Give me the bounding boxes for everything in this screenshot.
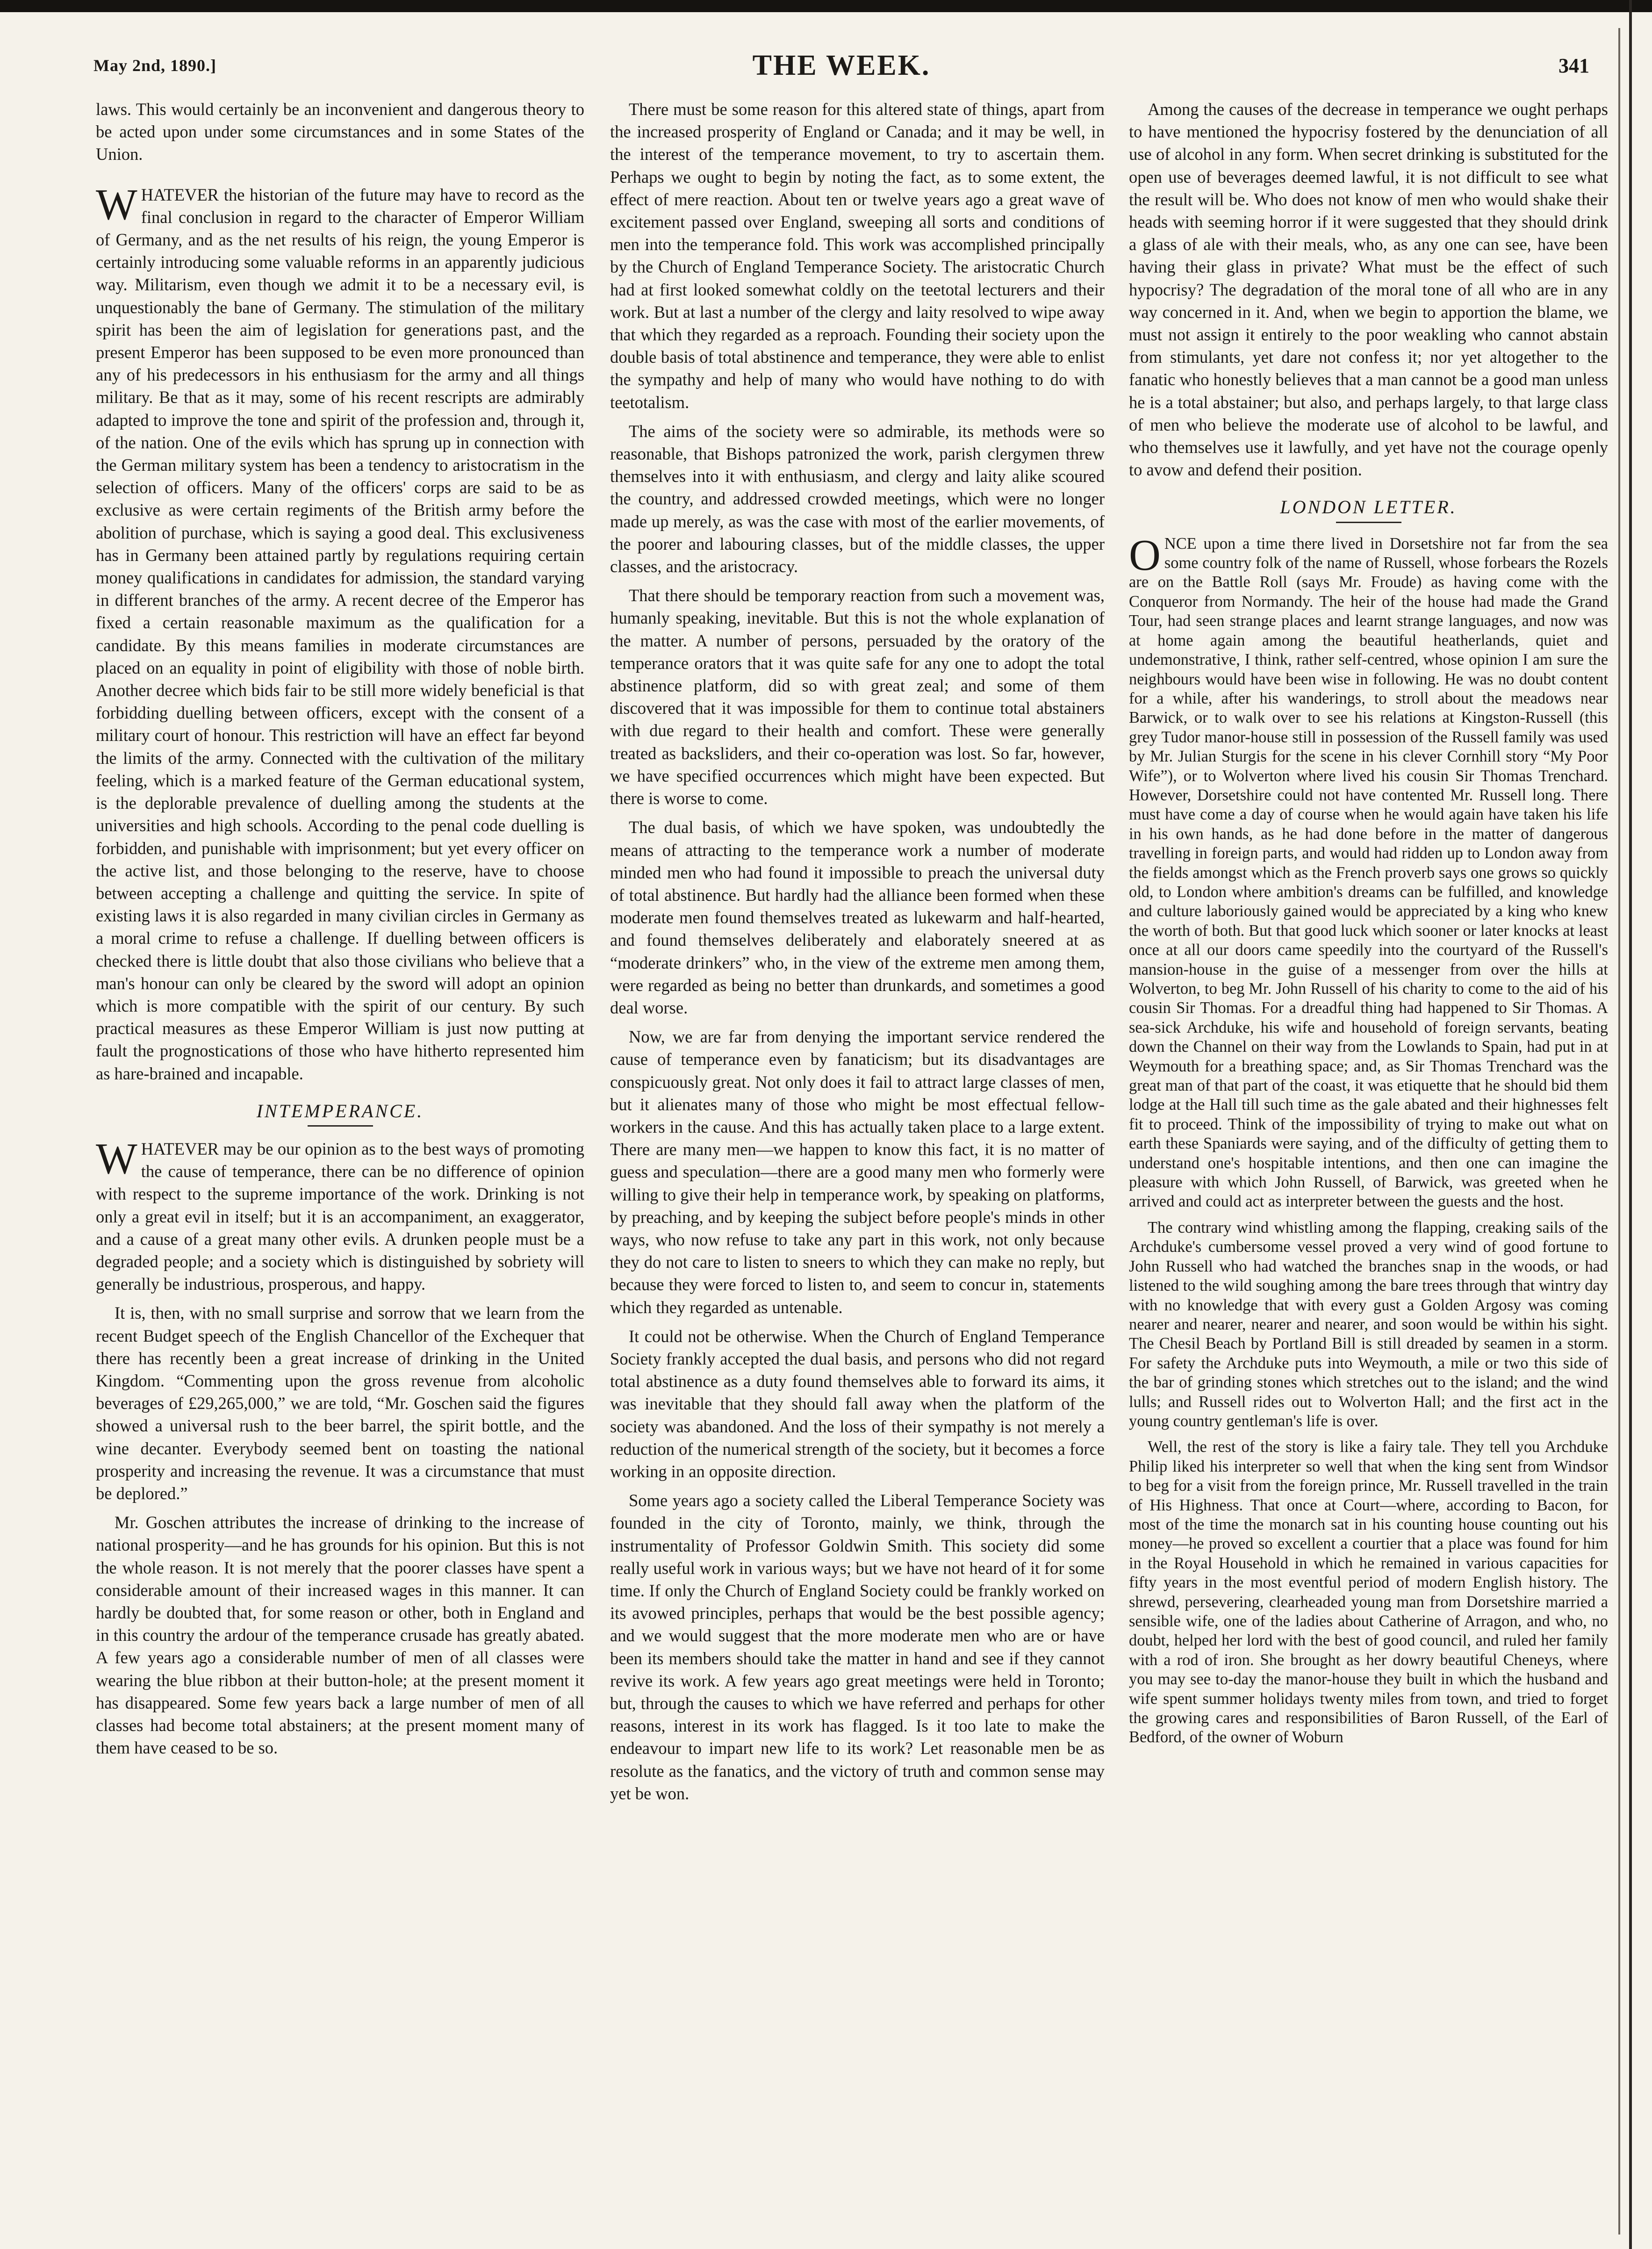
paragraph-text: HATEVER the historian of the future may have to record as the final conclusion in regard to the character of Emperor William of Germany, and as the net results of his reign, the young Emperor is certainly introducing some valuable reforms in an apparently judicious way. Militarism, even though we admit it to be a necessary evil, is unquestionably the bane of Germany. The stimulation of the military spirit has been the aim of legislation for generations past, and the present Emperor has been supposed to be even more pronounced than any of his predecessors in his enthusiasm for the army and all things military. Be that as it may, some of his recent rescripts are admirably adapted to improve the tone and spirit of the profession and, through it, of the nation. One of the evils which has sprung up in connection with the German military system has been a tendency to aristocratism in the selection of officers. Many of the officers' corps are said to be as exclusive as were certain regiments of the British army before the abolition of purchase, which is saying a good deal. This exclusiveness has in Germany been attained partly by regulations requiring certain money qualifications in candidates for admission, the standard varying in different branches of the army. A recent decree of the Emperor has fixed a certain reasonable maximum as the qualification for a candidate. By this means families in moderate circumstances are placed on an equality in point of eligibility with those of noble birth. Another decree which bids fair to be still more widely beneficial is that forbidding duelling between officers, except with the consent of a military court of honour. This restriction will have an effect far beyond the limits of the army. Connected with the cultivation of the military feeling, which is a marked feature of the German educational system, is the deplorable prevalence of duelling among the students at the universities and high schools. According to the penal code duelling is forbidden, and punishable with imprisonment; but yet every officer on the active list, and those belonging to the reserve, have to choose between accepting a challenge and quitting the service. In spite of existing laws it is also regarded in many civilian circles in Germany as a moral crime to refuse a challenge. If duelling between officers is checked there is little doubt that also those civilians who believe that a man's honour can only be cleared by the sword will adopt an opinion which is more compatible with the spirit of our century. By such practical measures as these Emperor William is just now putting at fault the prognostications of those who have hitherto represented him as hare-brained and incapable.	[96, 185, 584, 1083]
paragraph: There must be some reason for this altered state of things, apart from the increased prosperity of England or Canada; and it may be well, in the interest of the temperance movement, to try to ascertain them. Perhaps we ought to begin by noting the fact, as to some extent, the effect of mere reaction. About ten or twelve years ago a great wave of excitement passed over England, sweeping all sorts and conditions of men into the temperance fold. This work was accomplished principally by the Church of England Temperance Society. The aristocratic Church had at first looked somewhat coldly on the teetotal lecturers and their work. But at last a number of the clergy and laity resolved to wipe away that which they regarded as a reproach. Founding their society upon the double basis of total abstinence and temperance, they were able to enlist the sympathy and help of many who would have nothing to do with teetotalism.	[610, 100, 1105, 412]
section-heading-london-letter: LONDON LETTER.	[1280, 496, 1457, 518]
drop-cap: W	[96, 180, 137, 229]
page-header	[93, 49, 1589, 82]
drop-cap: O	[1129, 531, 1161, 580]
top-edge-bar	[0, 0, 1652, 12]
issue-date: May 2nd, 1890.]	[93, 56, 217, 75]
column-middle	[610, 98, 1105, 1811]
page-edge-rule	[1629, 0, 1632, 2249]
paragraph: Now, we are far from denying the important service rendered the cause of temperance even by fanaticism; but its disadvantages are conspicuously great. Not only does it fail to attract large classes of men, but it alienates many of those who might be most effectual fellow-workers in the cause. And this has actually taken place to a large extent. There are many men—we happen to know this fact, it is no matter of guess and speculation—there are a good many men who formerly were willing to give their help in temperance work, by speaking on platforms, by preaching, and by keeping the subject before people's minds in other ways, who now refuse to take any part in this work, not only because they do not care to listen to sneers to which they can make no reply, but because they were forced to listen to, and seem to concur in, statements which they regarded as untenable.	[610, 1027, 1105, 1317]
column-left	[96, 98, 584, 1766]
paragraph	[96, 1134, 584, 1295]
section-heading-intemperance: INTEMPERANCE.	[256, 1100, 424, 1121]
paragraph-text: HATEVER may be our opinion as to the best ways of promoting the cause of temperance, there can be no difference of opinion with respect to the supreme importance of the work. Drinking is not only a great evil in itself; but it is an accompaniment, an exaggerator, and a cause of a great many other evils. A drunken people must be a degraded people; and a society which is distinguished by sobriety will generally be industrious, prosperous, and happy.	[96, 1139, 584, 1294]
periodical-title: THE WEEK.	[752, 50, 931, 81]
paragraph: Some years ago a society called the Liberal Temperance Society was founded in the city of Toronto, mainly, we think, through the instrumentality of Professor Goldwin Smith. This society did some really useful work in various ways; but we have not heard of it for some time. If only the Church of England Society could be frankly worked on its avowed principles, perhaps that would be the best possible agency; and we would suggest that the more moderate men who are or have been its members should take the matter in hand and see if they cannot revive its work. A few years ago great meetings were held in Toronto; but, through the causes to which we have referred and perhaps for other reasons, interest in its work has flagged. Is it too late to make the endeavour to impart new life to its work? Let reasonable men be as resolute as the fanatics, and the victory of truth and common sense may yet be won.	[610, 1491, 1105, 1803]
paragraph: laws. This would certainly be an inconvenient and dangerous theory to be acted upon under some circumstances and in some States of the Union.	[96, 100, 584, 164]
binding-shadow	[1618, 28, 1620, 2235]
paragraph: Mr. Goschen attributes the increase of drinking to the increase of national prosperity—and he has grounds for his opinion. But this is not the whole reason. It is not merely that the poorer classes have spent a considerable amount of their increased wages in this manner. It can hardly be doubted that, for some reason or other, both in England and in this country the ardour of the temperance crusade has greatly abated. A few years ago a considerable number of men of all classes were wearing the blue ribbon at their button-hole; at the present moment it has disappeared. Some few years back a large number of men of all classes had become total abstainers; at the present moment many of them have ceased to be so.	[96, 1513, 584, 1758]
london-letter-body	[1129, 531, 1608, 1747]
page-number: 341	[1559, 54, 1589, 77]
paragraph: It could not be otherwise. When the Church of England Temperance Society frankly accepted the dual basis, and persons who did not regard total abstinence as a duty found themselves able to forward its aims, it was inevitable that they should fall away when the platform of the society was abandoned. And the loss of their sympathy is not merely a reduction of the numerical strength of the society, but it becomes a force working in an opposite direction.	[610, 1326, 1105, 1481]
paragraph: Among the causes of the decrease in temperance we ought perhaps to have mentioned the hypocrisy fostered by the denunciation of all use of alcohol in any form. When secret drinking is substituted for the open use of beverages deemed lawful, it is not difficult to see what the result will be. Who does not know of men who would shake their heads with seeming horror if it were suggested that they should drink a glass of ale with their meals, who, as any one can see, have been having their glass in private? What must be the effect of such hypocrisy? The degradation of the moral tone of all who are in any way concerned in it. And, when we begin to apportion the blame, we must not assign it entirely to the poor weakling who cannot abstain from stimulants, yet dare not confess it; nor yet altogether to the fanatic who honestly believes that a man cannot be a good man unless he is a total abstainer; but also, and perhaps largely, to that large class of men who believe the moderate use of alcohol to be lawful, and who themselves use it lawfully, and yet have not the courage openly to avow and defend their position.	[1129, 100, 1608, 480]
drop-cap: W	[96, 1134, 137, 1183]
column-right	[1129, 98, 1608, 1754]
paragraph: That there should be temporary reaction from such a movement was, humanly speaking, inevitable. But this is not the whole explanation of the matter. A number of persons, persuaded by the oratory of the temperance orators that it was quite safe for any one to adopt the total abstinence platform, did so with great zeal; and some of them discovered that it was impossible for them to continue total abstainers with due regard to their health and comfort. These were generally treated as backsliders, and their co-operation was lost. So far, however, we have specified occurrences which might have been expected. But there is worse to come.	[610, 586, 1105, 808]
paragraph	[1129, 531, 1608, 1212]
heading-rule	[308, 1125, 373, 1127]
paragraph: It is, then, with no small surprise and sorrow that we learn from the recent Budget speech of the English Chancellor of the Exchequer that there has recently been a great increase of drinking in the United Kingdom. “Commenting upon the gross revenue from alcoholic beverages of £29,265,000,” we are told, “Mr. Goschen said the figures showed a universal rush to the beer barrel, the spirit bottle, and the wine decanter. Everybody seemed bent on toasting the national prosperity and increasing the revenue. It was a circumstance that must be deplored.”	[96, 1303, 584, 1503]
paragraph: The aims of the society were so admirable, its methods were so reasonable, that Bishops patronized the work, parish clergymen threw themselves into it with enthusiasm, and clergy and laity alike scoured the country, and addressed crowded meetings, which were no longer made up merely, as was the case with most of the earlier movements, of the poorer and labouring classes, but of the middle classes, the upper classes, and the aristocracy.	[610, 421, 1105, 576]
paragraph-text: NCE upon a time there lived in Dorsetshire not far from the sea some country folk of the name of Russell, whose forbears the Rozels are on the Battle Roll (says Mr. Froude) as having come with the Conqueror from Normandy. The heir of the house had made the Grand Tour, had seen strange places and learnt strange languages, and now was at home again among the beautiful heatherlands, quiet and undemonstrative, I think, rather self-centred, whose opinion I am sure the neighbours would have been wise in following. He was no doubt content for a while, after his wanderings, to stroll about the meadows near Barwick, or to walk over to see his relations at Kingston-Russell (this grey Tudor manor-house still in possession of the Russell family was used by Mr. Julian Sturgis for the scene in his clever Cornhill story “My Poor Wife”), or to Wolverton where lived his cousin Sir Thomas Trenchard. However, Dorsetshire could not have contented Mr. Russell long. There must have come a day of course when he would again have taken his life in his own hands, as he had done before in the matter of dangerous travelling in foreign parts, and would had ridden up to London away from the fields amongst which as the French proverb says one grows so quickly old, to London where ambition's dreams can be fulfilled, and knowledge and culture laboriously gained would be appreciated by a king who knew the worth of both. But that good luck which sooner or later knocks at least once at all our doors came speedily into the courtyard of the Russell's mansion-house in the guise of a messenger from over the hills at Wolverton, to beg Mr. John Russell of his charity to come to the aid of his cousin Sir Thomas. For a dreadful thing had happened to Sir Thomas. A sea-sick Archduke, his wife and household of foreign servants, beating down the Channel on their way from the Lowlands to Spain, had put in at Weymouth for a breathing space; and, as Sir Thomas Trenchard was the great man of that part of the coast, it was etiquette that he should bid them lodge at the Hall till such time as the gale abated and their highnesses felt fit to proceed. Think of the impossibility of trying to make out what on earth these Spaniards were saying, and of the difficulty of getting them to understand one's hospitable intentions, and then one can imagine the pleasure with which John Russell, of Barwick, was greeted when he arrived and could act as interpreter between the guests and the host.	[1129, 534, 1608, 1211]
heading-rule	[1336, 522, 1401, 523]
paragraph: The contrary wind whistling among the flapping, creaking sails of the Archduke's cumbersome vessel proved a very wind of good fortune to John Russell who had watched the branches snap in the woods, or had listened to the wild soughing among the bare trees through that wintry day with no knowledge that with every gust a Golden Argosy was coming nearer and nearer, nearer and nearer, and soon would be within his sight. The Chesil Beach by Portland Bill is still dreaded by seamen in a storm. For safety the Archduke puts into Weymouth, a mile or two this side of the bar of grinding stones which stretches out to the island; and the wind lulls; and Russell rides out to Wolverton Hall; and the first act in the young country gentleman's life is over.	[1129, 1218, 1608, 1430]
paragraph: Well, the rest of the story is like a fairy tale. They tell you Archduke Philip liked his interpreter so well that when the king sent from Windsor to beg for a visit from the foreign prince, Mr. Russell travelled in the train of His Highness. That once at Court—where, according to Bacon, for most of the time the monarch sat in his counting house counting out his money—he proved so excellent a courtier that a place was found for him in the Royal Household in which he remained in various capacities for fifty years in the most eventful period of modern English history. The shrewd, persevering, clearheaded young man from Dorsetshire married a sensible wife, one of the ladies about Catherine of Arragon, and who, no doubt, helped her lord with the best of good council, and ruled her family with a rod of iron. She brought as her dowry beautiful Cheneys, where you may see to-day the manor-house they built in which the husband and wife spent summer holidays twenty miles from town, and tried to forget the growing cares and responsibilities of Baron Russell, of the Earl of Bedford, of the owner of Woburn	[1129, 1438, 1608, 1746]
paragraph-emperor-william	[96, 180, 584, 1085]
paragraph: The dual basis, of which we have spoken, was undoubtedly the means of attracting to the temperance work a number of moderate minded men who had found it impossible to preach the universal duty of total abstinence. But hardly had the alliance been formed when these moderate men found themselves treated as lukewarm and half-hearted, and found themselves deliberately and elaborately sneered at as “moderate drinkers” who, in the view of the extreme men among them, were regarded as being no better than drunkards, and sometimes a good deal worse.	[610, 818, 1105, 1017]
